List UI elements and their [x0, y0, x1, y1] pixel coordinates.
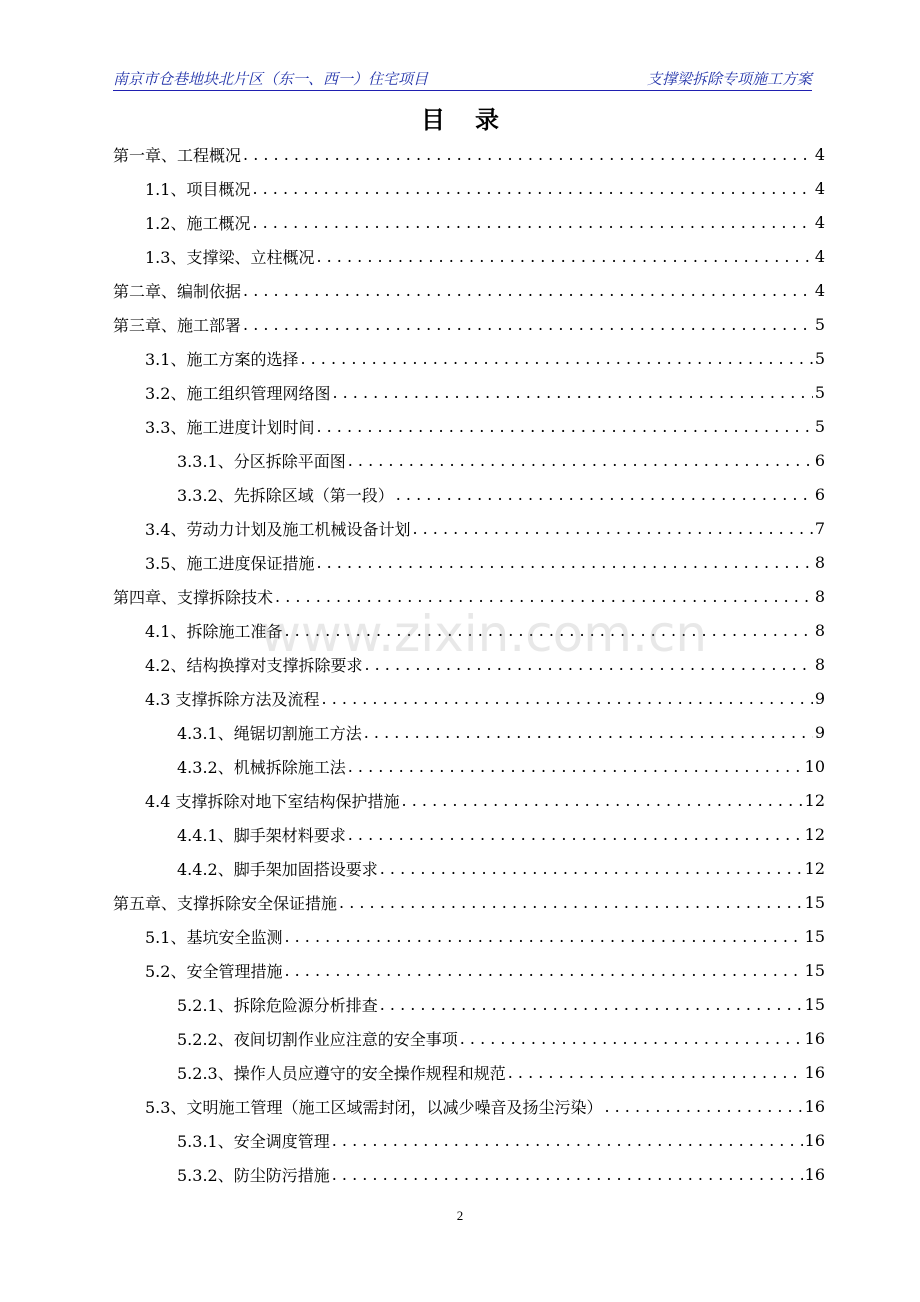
toc-entry-label: 4.4.1、脚手架材料要求: [177, 825, 346, 845]
toc-entry-page: 7: [814, 518, 825, 538]
toc-entry[interactable]: [145, 205, 825, 239]
toc-entry-label: 5.2.2、夜间切割作业应注意的安全事项: [177, 1029, 458, 1049]
toc-entry-page: 16: [804, 1096, 825, 1116]
toc-entry[interactable]: [145, 919, 825, 953]
toc-leader-dots: [348, 757, 803, 776]
toc-leader-dots: [348, 825, 803, 844]
toc-entry[interactable]: [145, 511, 825, 545]
toc-entry[interactable]: [177, 1055, 825, 1089]
toc-entry-label: 5.2.3、操作人员应遵守的安全操作规程和规范: [177, 1063, 506, 1083]
running-header: [113, 66, 812, 91]
toc-entry[interactable]: [145, 613, 825, 647]
toc-entry-page: 6: [814, 450, 825, 470]
toc-entry-page: 5: [814, 416, 825, 436]
toc-entry[interactable]: [177, 749, 825, 783]
toc-entry-label: 4.3.1、绳锯切割施工方法: [177, 723, 362, 743]
toc-entry-label: 5.3.1、安全调度管理: [177, 1131, 330, 1151]
toc-entry-label: 4.4 支撑拆除对地下室结构保护措施: [145, 791, 400, 811]
toc-entry-page: 8: [814, 654, 825, 674]
toc-entry-page: 16: [804, 1028, 825, 1048]
toc-leader-dots: [284, 961, 802, 980]
toc-leader-dots: [332, 1131, 803, 1150]
toc-entry-label: 3.2、施工组织管理网络图: [145, 383, 331, 403]
toc-entry-page: 4: [814, 212, 825, 232]
toc-entry-label: 第三章、施工部署: [113, 315, 242, 335]
toc-leader-dots: [300, 349, 812, 368]
toc-entry[interactable]: [177, 477, 825, 511]
watermark: www.zixin.com.cn: [260, 605, 708, 663]
toc-entry-page: 15: [804, 994, 825, 1014]
toc-entry[interactable]: [113, 137, 825, 171]
toc-entry-page: 10: [804, 756, 825, 776]
toc-entry-label: 4.1、拆除施工准备: [145, 621, 283, 641]
toc-entry[interactable]: [145, 545, 825, 579]
toc-entry-label: 1.1、项目概况: [145, 179, 251, 199]
toc-leader-dots: [243, 315, 813, 334]
toc-entry-page: 12: [804, 858, 825, 878]
toc-entry[interactable]: [145, 647, 825, 681]
page-number: 2: [456, 1208, 464, 1223]
toc-leader-dots: [348, 451, 813, 470]
toc-entry-page: 16: [804, 1164, 825, 1184]
toc-leader-dots: [364, 723, 813, 742]
toc-entry[interactable]: [177, 851, 825, 885]
toc-entry[interactable]: [145, 681, 825, 715]
toc-entry-label: 5.3、文明施工管理（施工区域需封闭，以减少噪音及扬尘污染）: [145, 1097, 603, 1117]
toc-leader-dots: [412, 519, 812, 538]
toc-entry-label: 5.2.1、拆除危险源分析排查: [177, 995, 378, 1015]
toc-entry-label: 1.2、施工概况: [145, 213, 251, 233]
toc-leader-dots: [332, 1165, 803, 1184]
toc-entry-label: 5.3.2、防尘防污措施: [177, 1165, 330, 1185]
toc-entry-page: 5: [814, 314, 825, 334]
page-title: 目录: [421, 106, 529, 134]
toc-entry[interactable]: [177, 1123, 825, 1157]
toc-leader-dots: [402, 791, 803, 810]
toc-entry-page: 9: [814, 722, 825, 742]
toc-entry-label: 4.4.2、脚手架加固搭设要求: [177, 859, 378, 879]
toc-entry-page: 16: [804, 1130, 825, 1150]
toc-entry[interactable]: [145, 783, 825, 817]
toc-entry-page: 4: [814, 178, 825, 198]
toc-entry[interactable]: [145, 375, 825, 409]
toc-entry[interactable]: [177, 1021, 825, 1055]
toc-leader-dots: [604, 1097, 802, 1116]
toc-entry-page: 16: [804, 1062, 825, 1082]
toc-entry-page: 8: [814, 620, 825, 640]
toc-entry-label: 第四章、支撑拆除技术: [113, 587, 274, 607]
toc-entry-page: 6: [814, 484, 825, 504]
toc-entry-label: 第一章、工程概况: [113, 145, 242, 165]
toc-entry-page: 9: [814, 688, 825, 708]
toc-leader-dots: [252, 179, 812, 198]
toc-entry-page: 15: [804, 892, 825, 912]
toc-leader-dots: [316, 247, 812, 266]
toc-entry[interactable]: [145, 239, 825, 273]
toc-entry-label: 3.3.2、先拆除区域（第一段）: [177, 485, 394, 505]
toc-entry-label: 1.3、支撑梁、立柱概况: [145, 247, 315, 267]
toc-entry-label: 3.3、施工进度计划时间: [145, 417, 315, 437]
toc-leader-dots: [284, 621, 812, 640]
toc-entry-label: 5.1、基坑安全监测: [145, 927, 283, 947]
toc-entry-label: 5.2、安全管理措施: [145, 961, 283, 981]
toc-entry-page: 8: [814, 586, 825, 606]
toc-entry-page: 8: [814, 552, 825, 572]
toc-leader-dots: [275, 587, 813, 606]
toc-leader-dots: [252, 213, 812, 232]
toc-entry[interactable]: [177, 443, 825, 477]
toc-entry-page: 4: [814, 144, 825, 164]
toc-leader-dots: [364, 655, 812, 674]
toc-leader-dots: [380, 995, 803, 1014]
toc-leader-dots: [322, 689, 813, 708]
toc-entry-label: 3.1、施工方案的选择: [145, 349, 299, 369]
toc-entry[interactable]: [113, 579, 825, 613]
toc-entry-label: 4.3.2、机械拆除施工法: [177, 757, 346, 777]
toc-entry[interactable]: [113, 885, 825, 919]
toc-entry-label: 第二章、编制依据: [113, 281, 242, 301]
toc-leader-dots: [332, 383, 812, 402]
toc-entry-label: 4.3 支撑拆除方法及流程: [145, 689, 320, 709]
toc-entry[interactable]: [177, 817, 825, 851]
toc-entry-page: 15: [804, 960, 825, 980]
toc-entry-label: 3.5、施工进度保证措施: [145, 553, 315, 573]
toc-entry-page: 5: [814, 348, 825, 368]
toc-leader-dots: [508, 1063, 803, 1082]
toc-entry-page: 12: [804, 790, 825, 810]
toc-leader-dots: [380, 859, 803, 878]
toc-leader-dots: [460, 1029, 803, 1048]
toc-leader-dots: [316, 417, 812, 436]
toc-leader-dots: [396, 485, 813, 504]
toc-entry-page: 5: [814, 382, 825, 402]
toc-entry-page: 12: [804, 824, 825, 844]
toc-leader-dots: [243, 281, 813, 300]
toc-leader-dots: [339, 893, 803, 912]
toc-entry-label: 4.2、结构换撑对支撑拆除要求: [145, 655, 363, 675]
toc-entry[interactable]: [113, 307, 825, 341]
toc-leader-dots: [284, 927, 802, 946]
toc-entry-page: 15: [804, 926, 825, 946]
toc-entry-label: 3.4、劳动力计划及施工机械设备计划: [145, 519, 411, 539]
header-project-name: 南京市仓巷地块北片区（东一、西一）住宅项目: [113, 70, 429, 88]
toc-entry[interactable]: [145, 409, 825, 443]
toc-entry[interactable]: [145, 1089, 825, 1123]
toc-leader-dots: [316, 553, 812, 572]
toc-entry[interactable]: [145, 953, 825, 987]
toc-leader-dots: [243, 145, 813, 164]
toc-entry[interactable]: [113, 273, 825, 307]
toc-entry-page: 4: [814, 280, 825, 300]
toc-entry[interactable]: [177, 1157, 825, 1191]
toc-entry[interactable]: [145, 171, 825, 205]
toc-entry[interactable]: [177, 715, 825, 749]
toc-entry-page: 4: [814, 246, 825, 266]
toc-entry[interactable]: [145, 341, 825, 375]
toc-entry-label: 3.3.1、分区拆除平面图: [177, 451, 346, 471]
header-document-title: 支撑梁拆除专项施工方案: [646, 70, 812, 88]
toc-entry[interactable]: [177, 987, 825, 1021]
toc-entry-label: 第五章、支撑拆除安全保证措施: [113, 893, 338, 913]
